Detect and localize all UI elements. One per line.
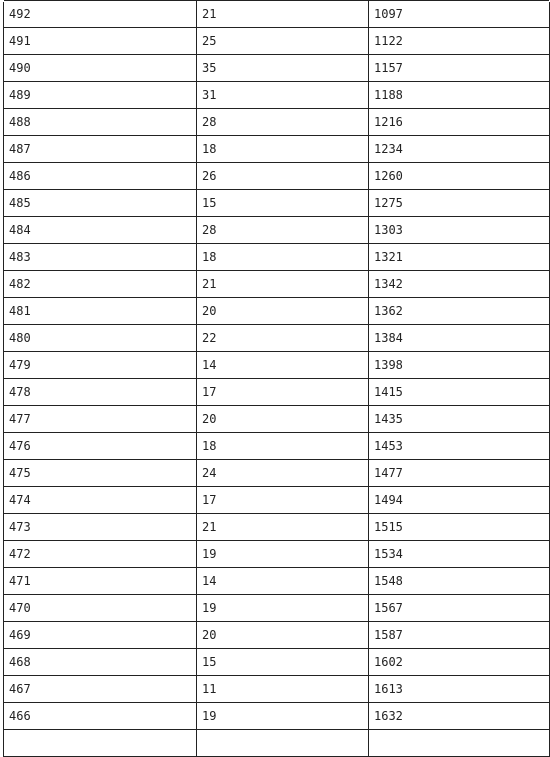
count-cell <box>197 730 369 756</box>
cumulative-cell: 1275 <box>374 196 403 210</box>
cumulative-cell: 1453 <box>374 439 403 453</box>
table-row <box>4 28 549 55</box>
table-row <box>4 55 549 82</box>
count-cell: 18 <box>197 136 369 162</box>
score-cell: 478 <box>4 379 197 405</box>
score-cell <box>4 730 197 756</box>
count-cell: 18 <box>197 433 369 459</box>
table-row <box>4 82 549 109</box>
score-cell: 473 <box>4 514 197 540</box>
table-row <box>4 703 549 730</box>
table-row <box>4 217 549 244</box>
cumulative-cell: 1477 <box>374 466 403 480</box>
score-cell: 474 <box>4 487 197 513</box>
table-row <box>4 163 549 190</box>
table-row <box>4 595 549 622</box>
cumulative-cell: 1398 <box>374 358 403 372</box>
table-row <box>4 406 549 433</box>
score-cell: 484 <box>4 217 197 243</box>
table-row <box>4 190 549 217</box>
table-row <box>4 568 549 595</box>
count-cell: 26 <box>197 163 369 189</box>
cumulative-cell: 1362 <box>374 304 403 318</box>
count-cell: 20 <box>197 298 369 324</box>
count-cell: 14 <box>197 568 369 594</box>
table-row <box>4 514 549 541</box>
count-cell: 22 <box>197 325 369 351</box>
cumulative-cell: 1216 <box>374 115 403 129</box>
score-cell: 491 <box>4 28 197 54</box>
cumulative-cell: 1602 <box>374 655 403 669</box>
table-row <box>4 730 549 757</box>
cumulative-cell: 1122 <box>374 34 403 48</box>
score-cell: 490 <box>4 55 197 81</box>
score-cell: 470 <box>4 595 197 621</box>
score-cell: 469 <box>4 622 197 648</box>
count-cell: 31 <box>197 82 369 108</box>
table-row <box>4 298 549 325</box>
cumulative-cell: 1534 <box>374 547 403 561</box>
table-row <box>4 541 549 568</box>
count-cell: 17 <box>197 379 369 405</box>
count-cell: 19 <box>197 703 369 729</box>
count-cell: 25 <box>197 28 369 54</box>
table-row <box>4 0 549 28</box>
cumulative-cell: 1234 <box>374 142 403 156</box>
table-row <box>4 622 549 649</box>
count-cell: 28 <box>197 217 369 243</box>
cumulative-cell: 1384 <box>374 331 403 345</box>
cumulative-cell: 1097 <box>374 7 403 21</box>
score-cell: 466 <box>4 703 197 729</box>
cumulative-cell <box>369 730 549 756</box>
count-cell: 18 <box>197 244 369 270</box>
score-cell: 477 <box>4 406 197 432</box>
score-cell: 488 <box>4 109 197 135</box>
count-cell: 24 <box>197 460 369 486</box>
count-cell: 35 <box>197 55 369 81</box>
score-cell: 472 <box>4 541 197 567</box>
table-row <box>4 136 549 163</box>
cumulative-cell: 1188 <box>374 88 403 102</box>
table-row <box>4 433 549 460</box>
cumulative-cell: 1587 <box>374 628 403 642</box>
table-row <box>4 676 549 703</box>
table-row <box>4 271 549 298</box>
cumulative-cell: 1157 <box>374 61 403 75</box>
score-cell: 485 <box>4 190 197 216</box>
table-row <box>4 379 549 406</box>
count-cell: 14 <box>197 352 369 378</box>
cumulative-cell: 1321 <box>374 250 403 264</box>
cumulative-cell: 1613 <box>374 682 403 696</box>
count-cell: 15 <box>197 190 369 216</box>
table-row <box>4 352 549 379</box>
table-row <box>4 649 549 676</box>
table-row <box>4 109 549 136</box>
score-cell: 489 <box>4 82 197 108</box>
score-cell: 483 <box>4 244 197 270</box>
count-cell: 19 <box>197 541 369 567</box>
score-cell: 468 <box>4 649 197 675</box>
cumulative-cell: 1548 <box>374 574 403 588</box>
count-cell: 21 <box>197 514 369 540</box>
cumulative-cell: 1415 <box>374 385 403 399</box>
count-cell: 21 <box>197 271 369 297</box>
count-cell: 20 <box>197 406 369 432</box>
score-cell: 487 <box>4 136 197 162</box>
count-cell: 15 <box>197 649 369 675</box>
cumulative-cell: 1515 <box>374 520 403 534</box>
score-cell: 480 <box>4 325 197 351</box>
cumulative-cell: 1303 <box>374 223 403 237</box>
count-cell: 21 <box>197 1 369 27</box>
count-cell: 19 <box>197 595 369 621</box>
score-cell: 475 <box>4 460 197 486</box>
table-row <box>4 487 549 514</box>
score-table <box>3 2 550 757</box>
table-row <box>4 460 549 487</box>
cumulative-cell: 1342 <box>374 277 403 291</box>
score-cell: 476 <box>4 433 197 459</box>
cumulative-cell: 1260 <box>374 169 403 183</box>
cumulative-cell: 1494 <box>374 493 403 507</box>
cumulative-cell: 1435 <box>374 412 403 426</box>
count-cell: 28 <box>197 109 369 135</box>
table-row <box>4 325 549 352</box>
count-cell: 20 <box>197 622 369 648</box>
score-cell: 467 <box>4 676 197 702</box>
count-cell: 11 <box>197 676 369 702</box>
table-row <box>4 244 549 271</box>
score-cell: 481 <box>4 298 197 324</box>
score-cell: 471 <box>4 568 197 594</box>
cumulative-cell: 1567 <box>374 601 403 615</box>
cumulative-cell: 1632 <box>374 709 403 723</box>
count-cell: 17 <box>197 487 369 513</box>
score-cell: 482 <box>4 271 197 297</box>
score-cell: 486 <box>4 163 197 189</box>
score-cell: 492 <box>4 1 197 27</box>
score-cell: 479 <box>4 352 197 378</box>
